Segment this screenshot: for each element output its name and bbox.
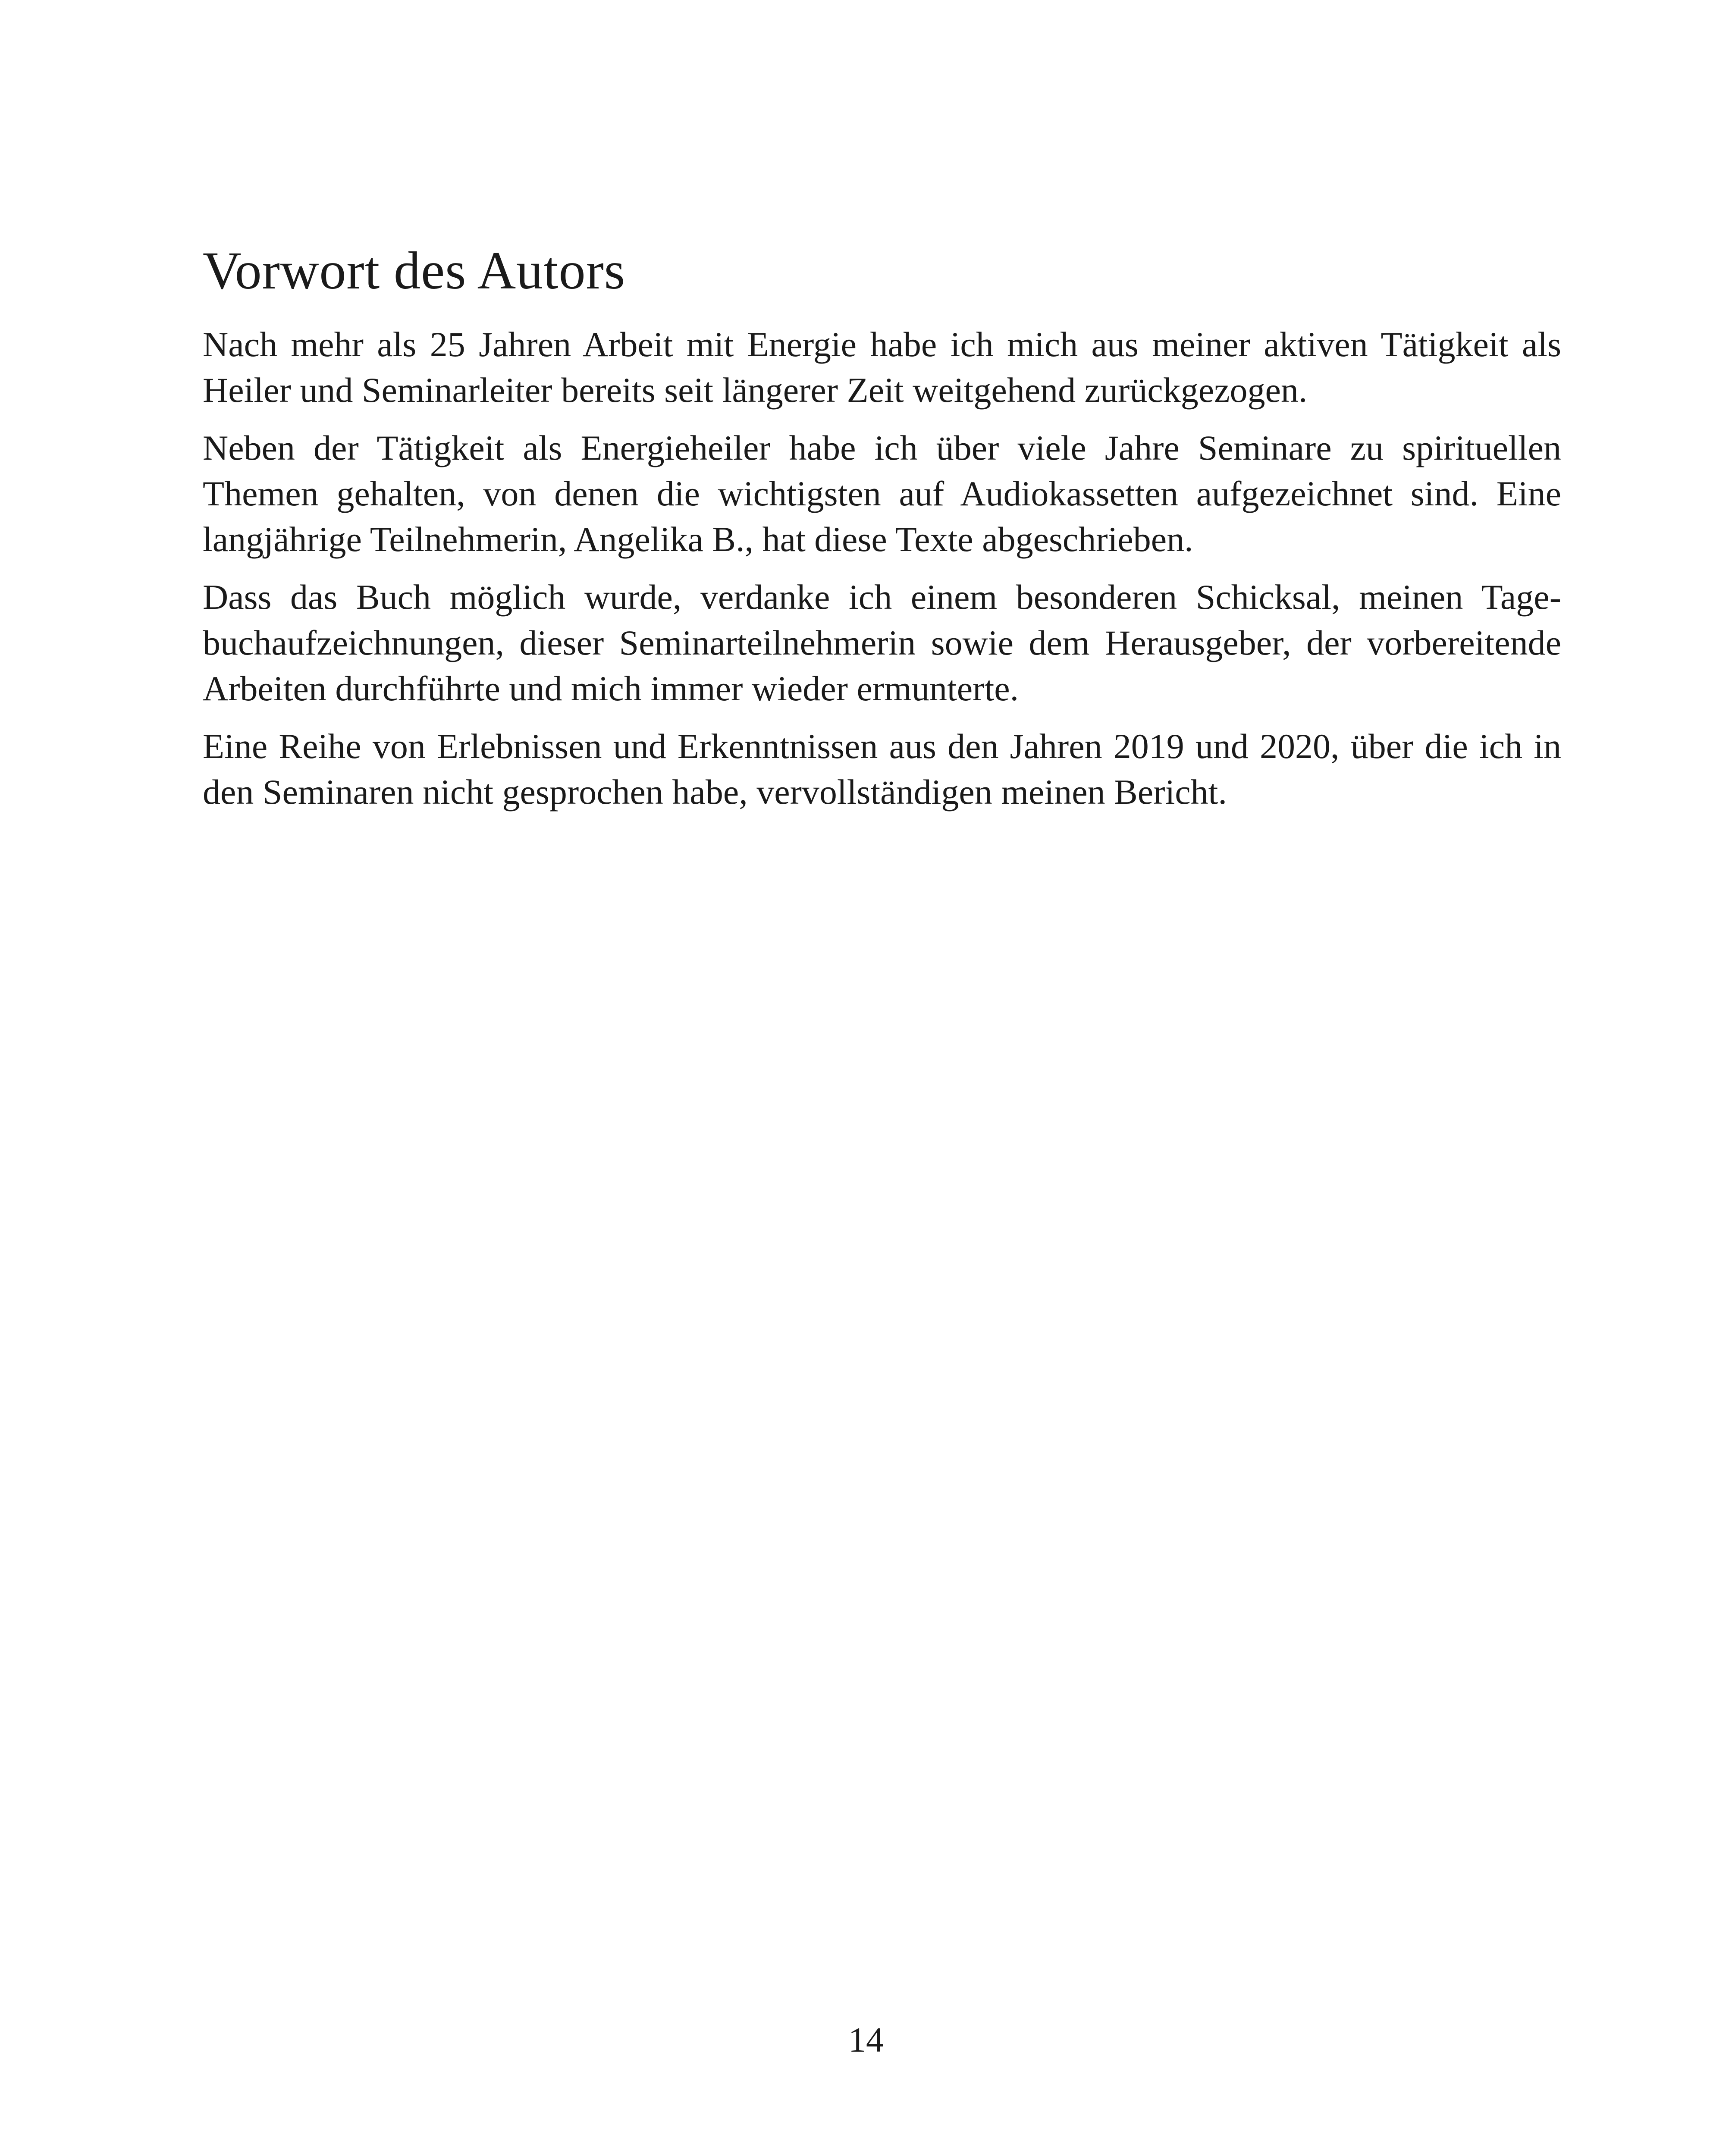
page-content	[203, 241, 1561, 827]
paragraph: Eine Reihe von Erlebnissen und Erkenntnissen aus den Jahren 2019 und 2020, über die ich in den Seminaren nicht gesprochen habe, vervollständigen meinen Bericht.	[203, 727, 1561, 812]
page-number: 14	[848, 2020, 884, 2059]
chapter-heading: Vorwort des Autors	[203, 241, 626, 300]
paragraph: Neben der Tätigkeit als Energieheiler habe ich über viele Jahre Seminare zu spirituellen Themen gehalten, von denen die wichtigsten auf Audiokassetten aufgezeichnet sind. Eine langjährige Teilnehmerin, Angelika B., hat diese Texte abgeschrieben.	[203, 428, 1561, 559]
paragraph: Nach mehr als 25 Jahren Arbeit mit Energie habe ich mich aus meiner aktiven Tätigkeit als Heiler und Seminarleiter bereits seit längerer Zeit weitgehend zurückgezogen.	[203, 325, 1561, 410]
paragraph: Dass das Buch möglich wurde, verdanke ich einem besonderen Schicksal, meinen Tagebuchaufzeichnungen, dieser Seminarteilnehmerin sowie dem Herausgeber, der vorbereitende Arbeiten durchführte und mich immer wieder ermunterte.	[203, 577, 1561, 708]
